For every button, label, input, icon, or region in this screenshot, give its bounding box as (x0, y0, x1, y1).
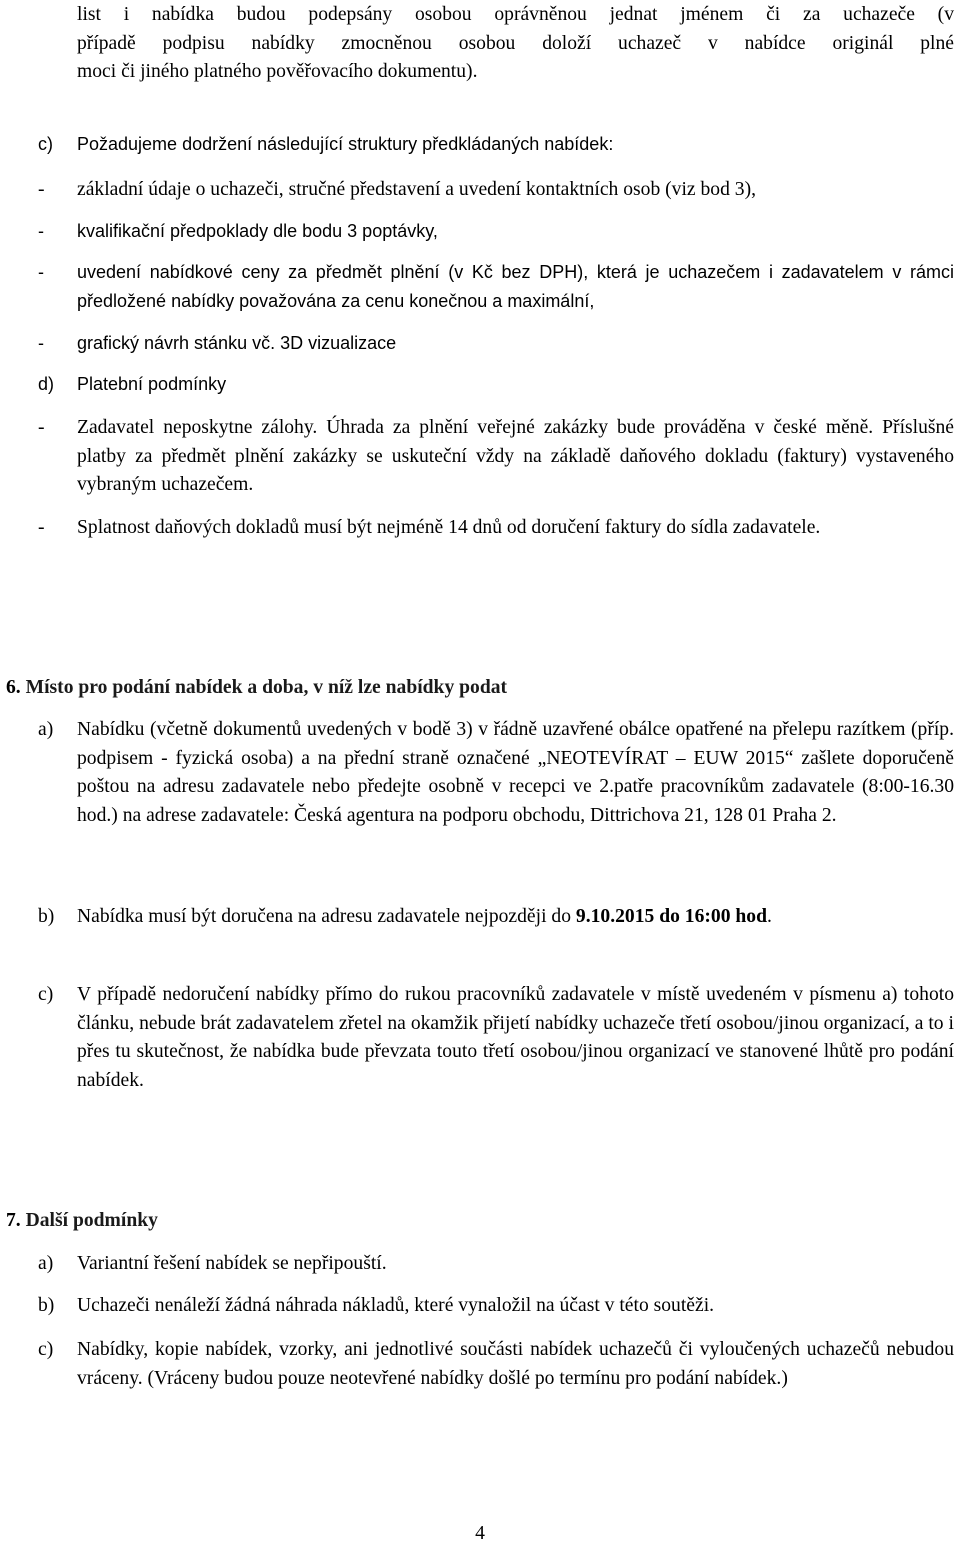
section-6-a-marker: a) (38, 719, 54, 740)
item-d-marker: d) (38, 374, 55, 394)
structure-bullet-4: grafický návrh stánku vč. 3D vizualizace (77, 333, 397, 353)
bullet-marker: - (38, 262, 44, 282)
section-6-heading (6, 674, 507, 703)
section-6-number: 6. (6, 677, 21, 698)
section-6-b-paragraph (77, 903, 954, 932)
section-7-c-marker: c) (38, 1339, 54, 1360)
continuation-paragraph (77, 1, 954, 87)
section-6-title: Místo pro podání nabídek a doba, v níž lze nabídky podat (25, 677, 508, 698)
section-6-b-end: . (767, 906, 772, 927)
section-7-c-text: Nabídky, kopie nabídek, vzorky, ani jednotlivé součásti nabídek uchazečů či vyloučených uchazečů nebudou vráceny. (Vráceny budou pouze neotevřené nabídky došlé po termínu pro podání nabídek.) (77, 1339, 954, 1389)
continuation-line-3: moci či jiného platného pověřovacího dokumentu). (77, 61, 478, 83)
bullet-marker: - (38, 333, 44, 353)
section-6-b-deadline: 9.10.2015 do 16:00 hod (575, 906, 767, 927)
item-c-marker: c) (38, 134, 53, 154)
section-7-heading (6, 1207, 158, 1236)
structure-bullet-2: kvalifikační předpoklady dle bodu 3 poptávky, (77, 221, 438, 241)
structure-bullet-3: uvedení nabídkové ceny za předmět plnění (v Kč bez DPH), která je uchazečem i zadavatelem v rámci předložené nabídky považována za cenu konečnou a maximální, (77, 262, 954, 311)
bullet-marker: - (38, 417, 45, 438)
bullet-marker: - (38, 221, 44, 241)
section-6-a-text: Nabídku (včetně dokumentů uvedených v bodě 3) v řádně uzavřené obálce opatřené na přelepu razítkem (příp. podpisem - fyzická osoba) a na přední straně označené „NEOTEVÍRAT – EUW 2015“ zašlete doporučeně poštou na adresu zadavatele nebo předejte osobně v recepci ve 2.patře pracovníkům zadavatele (8:00-16.30 hod.) na adrese zadavatele: Česká agentura na podporu obchodu, Dittrichova 21, 128 01 Praha 2. (77, 719, 954, 827)
section-7-b-text: Uchazeči nenáleží žádná náhrada nákladů, které vynaložil na účast v této soutěži. (77, 1295, 715, 1316)
section-6-b-text: Nabídka musí být doručena na adresu zadavatele nejpozději do (77, 906, 572, 927)
structure-bullet-1: základní údaje o uchazeči, stručné představení a uvedení kontaktních osob (viz bod 3), (77, 179, 757, 200)
section-7-b-marker: b) (38, 1295, 55, 1316)
payment-bullet-1: Zadavatel neposkytne zálohy. Úhrada za plnění veřejné zakázky bude prováděna v české měně. Příslušné platby za předmět plnění zakázky se uskuteční vždy na základě daňového dokladu (faktury) vystaveného vybraným uchazečem. (77, 417, 954, 496)
continuation-line-2: případě podpisu nabídky zmocněnou osobou doloží uchazeč v nabídce originál plné (77, 32, 954, 54)
section-6-c-marker: c) (38, 984, 54, 1005)
section-7-number: 7. (6, 1210, 21, 1231)
section-6-b-marker: b) (38, 906, 55, 927)
bullet-marker: - (38, 517, 45, 538)
page-number: 4 (475, 1523, 485, 1544)
continuation-line-1: list i nabídka budou podepsány osobou oprávněnou jednat jménem či za uchazeče (v (77, 4, 954, 25)
section-6-c-text: V případě nedoručení nabídky přímo do rukou pracovníků zadavatele v místě uvedeném v písmenu a) tohoto článku, nebude brát zadavatelem zřetel na okamžik přijetí nabídky uchazeče třetí osobou/jinou organizací, a to i přes tu skutečnost, že nabídka bude převzata touto třetí osobou/jinou organizací ve stanovené lhůtě pro podání nabídek. (77, 984, 954, 1092)
item-c-text: Požadujeme dodržení následující struktury předkládaných nabídek: (77, 134, 614, 154)
payment-bullet-2: Splatnost daňových dokladů musí být nejméně 14 dnů od doručení faktury do sídla zadavatele. (77, 517, 821, 538)
section-7-a-marker: a) (38, 1253, 54, 1274)
bullet-marker: - (38, 179, 45, 200)
section-7-a-text: Variantní řešení nabídek se nepřipouští. (77, 1253, 387, 1274)
item-d-text: Platební podmínky (77, 374, 227, 394)
section-7-title: Další podmínky (25, 1210, 158, 1231)
